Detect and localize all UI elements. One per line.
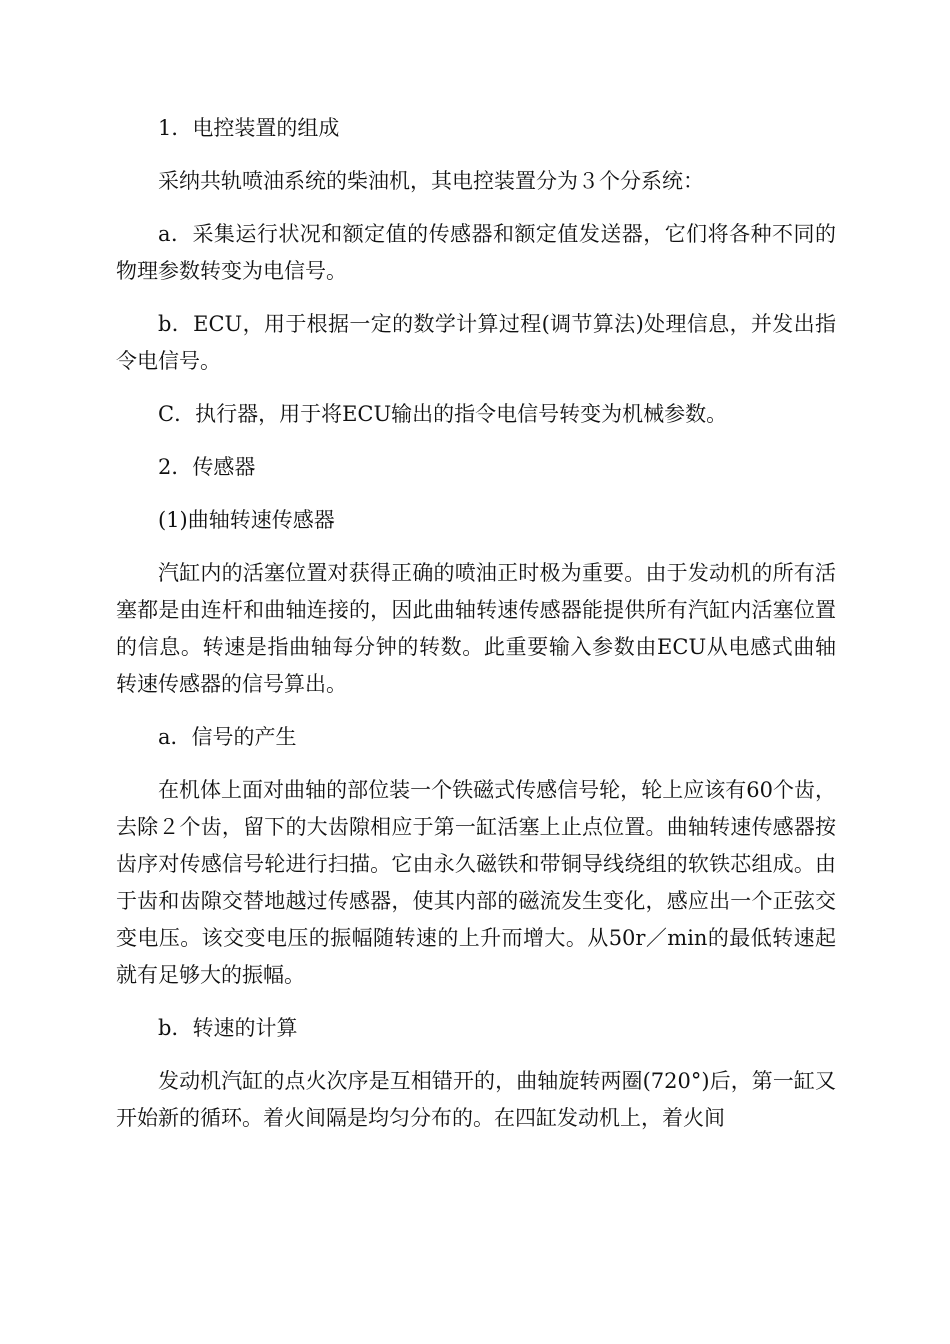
paragraph-signal-wheel: 在机体上面对曲轴的部位装一个铁磁式传感信号轮，轮上应该有60个齿，去除２个齿，留下的大齿隙相应于第一缸活塞上止点位置。曲轴转速传感器按齿序对传感信号轮进行扫描。它由永久磁铁和带铜导线绕组的软铁芯组成。由于齿和齿隙交替地越过传感器，使其内部的磁流发生变化，感应出一个正弦交变电压。该交变电压的振幅随转速的上升而增大。从50r／min的最低转速起就有足够大的振幅。 [116, 778, 836, 987]
paragraph-piston-position: 汽缸内的活塞位置对获得正确的喷油正时极为重要。由于发动机的所有活塞都是由连杆和曲轴连接的，因此曲轴转速传感器能提供所有汽缸内活塞位置的信息。转速是指曲轴每分钟的转数。此重要输入参数由ECU从电感式曲轴转速传感器的信号算出。 [116, 561, 836, 696]
document-body [116, 110, 836, 1153]
list-item-ecu: b．ECU，用于根据一定的数学计算过程(调节算法)处理信息，并发出指令电信号。 [116, 312, 836, 373]
list-item-actuators: C．执行器，用于将ECU输出的指令电信号转变为机械参数。 [158, 402, 728, 426]
section-heading-sensors: 2．传感器 [158, 455, 256, 479]
list-item-sensors: a．采集运行状况和额定值的传感器和额定值发送器，它们将各种不同的物理参数转变为电信号。 [116, 222, 836, 283]
paragraph-subsystems-intro: 采纳共轨喷油系统的柴油机，其电控装置分为３个分系统： [158, 169, 704, 193]
subheading-signal-generation: a．信号的产生 [158, 725, 297, 749]
section-heading-ecu-composition: 1．电控装置的组成 [158, 116, 340, 140]
paragraph-firing-order: 发动机汽缸的点火次序是互相错开的，曲轴旋转两圈(720°)后，第一缸又开始新的循环。着火间隔是均匀分布的。在四缸发动机上，着火间 [116, 1069, 836, 1130]
subheading-crankshaft-speed-sensor: (1)曲轴转速传感器 [158, 508, 335, 532]
subheading-speed-calculation: b．转速的计算 [158, 1016, 298, 1040]
